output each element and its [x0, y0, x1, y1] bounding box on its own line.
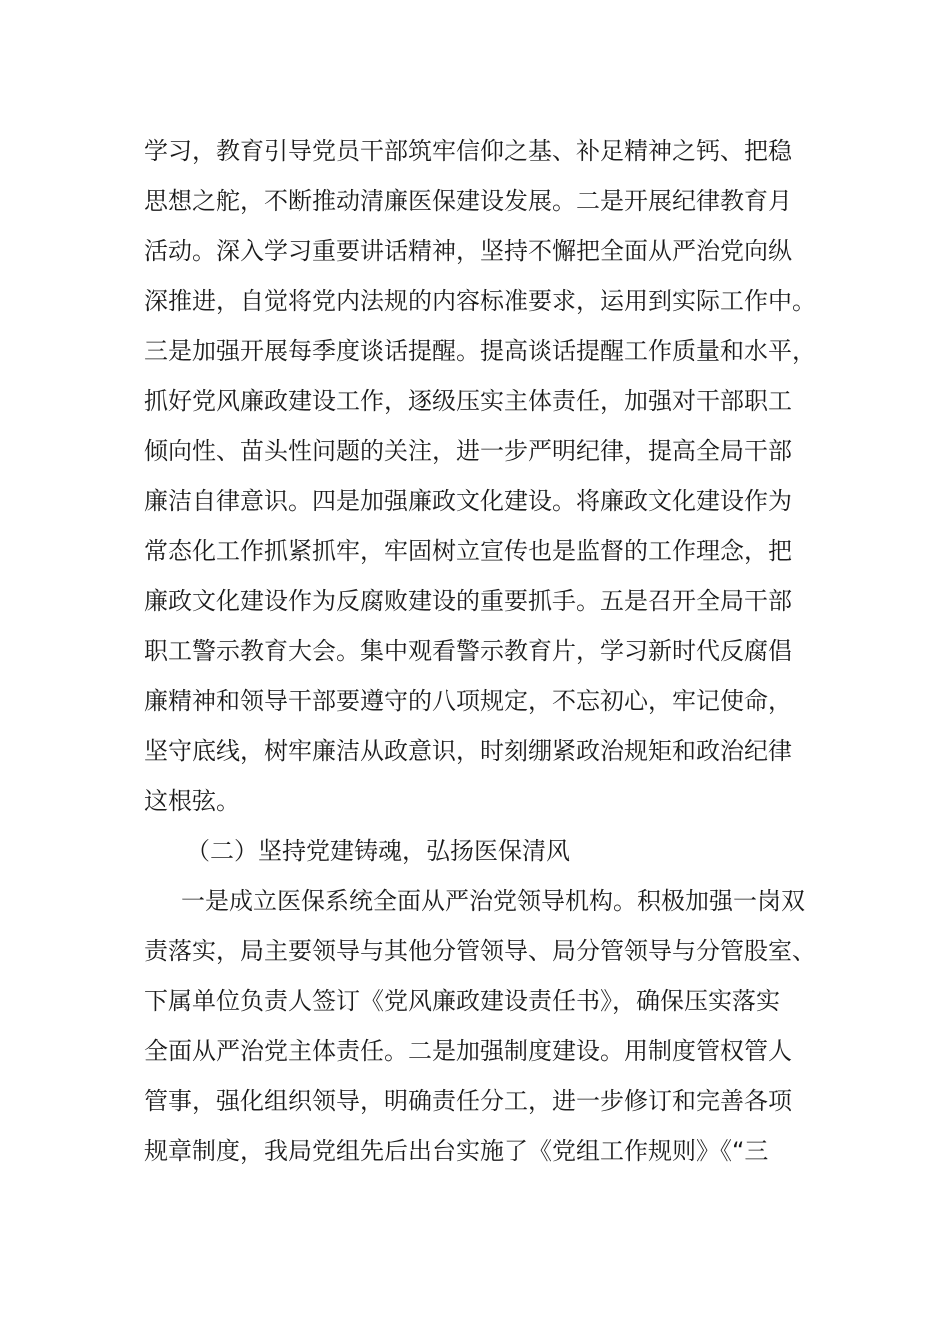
- text-line-13: 坚守底线，树牢廉洁从政意识，时刻绷紧政治规矩和政治纪律: [144, 737, 792, 765]
- text-line-9: 常态化工作抓紧抓牢，牢固树立宣传也是监督的工作理念，把: [144, 537, 792, 565]
- section-heading: （二）坚持党建铸魂，弘扬医保清风: [186, 837, 570, 865]
- text-line-6: 抓好党风廉政建设工作，逐级压实主体责任，加强对干部职工: [144, 387, 792, 415]
- text-line-12: 廉精神和领导干部要遵守的八项规定，不忘初心，牢记使命，: [144, 687, 792, 715]
- text-line-4: 深推进，自觉将党内法规的内容标准要求，运用到实际工作中。: [144, 287, 816, 315]
- text-line-15: 一是成立医保系统全面从严治党领导机构。积极加强一岗双: [181, 887, 805, 915]
- text-line-18: 全面从严治党主体责任。二是加强制度建设。用制度管权管人: [144, 1037, 792, 1065]
- text-line-16: 责落实，局主要领导与其他分管领导、局分管领导与分管股室、: [144, 937, 816, 965]
- text-line-5: 三是加强开展每季度谈话提醒。提高谈话提醒工作质量和水平，: [144, 337, 816, 365]
- text-line-11: 职工警示教育大会。集中观看警示教育片，学习新时代反腐倡: [144, 637, 792, 665]
- text-line-7: 倾向性、苗头性问题的关注，进一步严明纪律，提高全局干部: [144, 437, 792, 465]
- text-line-19: 管事，强化组织领导，明确责任分工，进一步修订和完善各项: [144, 1087, 792, 1115]
- text-line-3: 活动。深入学习重要讲话精神，坚持不懈把全面从严治党向纵: [144, 237, 792, 265]
- text-line-17: 下属单位负责人签订《党风廉政建设责任书》，确保压实落实: [144, 987, 780, 1015]
- text-line-10: 廉政文化建设作为反腐败建设的重要抓手。五是召开全局干部: [144, 587, 792, 615]
- text-line-14: 这根弦。: [144, 787, 240, 815]
- text-line-2: 思想之舵，不断推动清廉医保建设发展。二是开展纪律教育月: [144, 187, 792, 215]
- text-line-8: 廉洁自律意识。四是加强廉政文化建设。将廉政文化建设作为: [144, 487, 792, 515]
- text-line-20: 规章制度，我局党组先后出台实施了《党组工作规则》《“三: [144, 1137, 769, 1165]
- text-line-1: 学习，教育引导党员干部筑牢信仰之基、补足精神之钙、把稳: [144, 137, 792, 165]
